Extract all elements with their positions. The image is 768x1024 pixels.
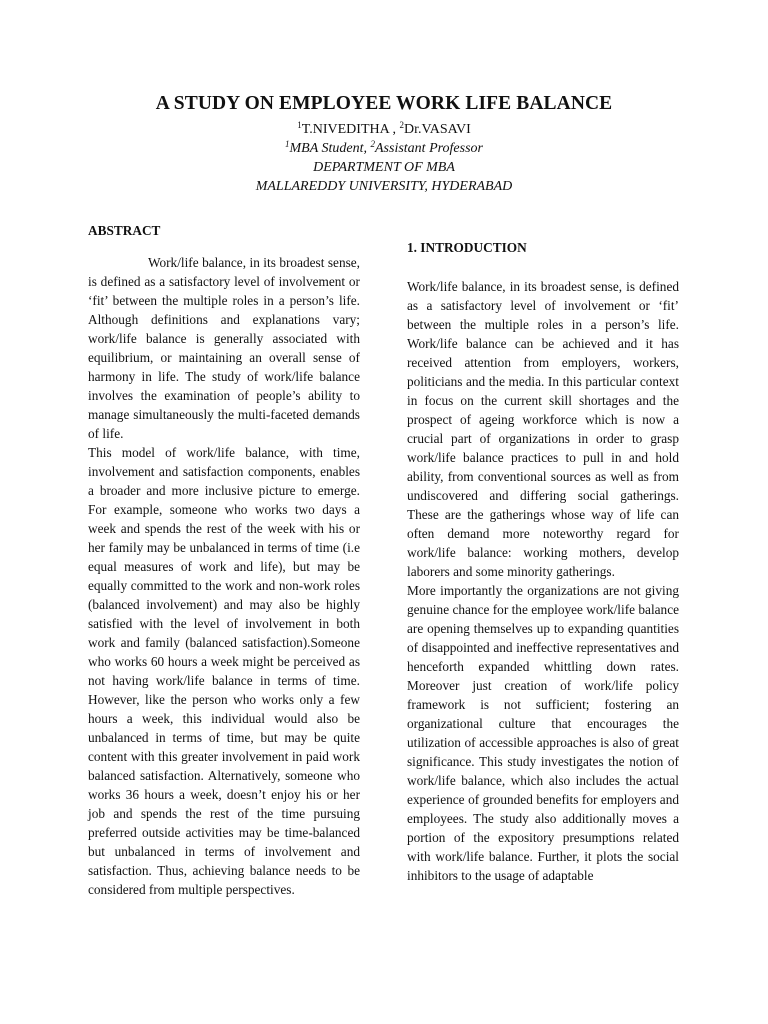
abstract-paragraph-1: Work/life balance, in its broadest sense, is defined as a satisfactory level of involvement or ‘fit’ between the multiple roles in a person’s life. Although definitions and explanations vary; work/life balance is generally associated with equilibrium, or maintaining an overall sense of harmony in life. The study of work/life balance involves the examination of people’s ability to manage simultaneously the multi-faceted demands of life.	[88, 255, 360, 441]
introduction-paragraph-1: Work/life balance, in its broadest sense, is defined as a satisfactory level of involvement or ‘fit’ between the multiple roles in a person’s life. Work/life balance can be achieved and it has received attention from employers, workers, politicians and the media. In this particular context in focus on the current skill shortages and the prospect of ageing workforce which is now a crucial part of organizations in order to grasp work/life balance practices to pull in and hold ability, from conventional sources as well as from undiscovered and differing social gatherings. These are the gatherings whose way of life can often demand more noteworthy regard for work/life balance: working mothers, develop laborers and some minority gatherings.	[407, 279, 679, 579]
abstract-heading: ABSTRACT	[88, 223, 161, 238]
role-2-text: Assistant Professor	[375, 141, 483, 156]
author-1-superscript: 1	[297, 120, 302, 130]
university: MALLAREDDY UNIVERSITY, HYDERABAD	[255, 179, 513, 194]
author-1-name: T.NIVEDITHA ,	[301, 122, 400, 137]
author-2-superscript: 2	[399, 120, 404, 130]
role-1-text: MBA Student,	[289, 141, 371, 156]
introduction-heading: 1. INTRODUCTION	[407, 240, 527, 255]
abstract-column	[88, 221, 360, 899]
abstract-paragraph-2: This model of work/life balance, with time, involvement and satisfaction components, enables a broader and more inclusive picture to emerge. For example, someone who works two days a week and spends the rest of the week with his or her family may be unbalanced in terms of time (i.e equal measures of work and life), but may be equally committed to the work and non-work roles (balanced involvement) and may also be highly satisfied with the level of involvement in both work and family (balanced satisfaction).Someone who works 60 hours a week might be perceived as not having work/life balance in terms of time. However, like the person who works only a few hours a week, this individual would also be unbalanced in terms of time, but may be quite content with this greater involvement in paid work balanced satisfaction. Alternatively, someone who works 36 hours a week, doesn’t enjoy his or her job and spends the rest of the time pursuing preferred outside activities may be time-balanced but unbalanced in terms of involvement and satisfaction. Thus, achieving balance needs to be considered from multiple perspectives.	[88, 445, 360, 897]
author-2-name: Dr.VASAVI	[403, 122, 471, 137]
author-block	[0, 120, 768, 196]
introduction-column	[407, 238, 679, 885]
role-1-superscript: 1	[284, 139, 290, 149]
paper-title: A STUDY ON EMPLOYEE WORK LIFE BALANCE	[155, 93, 613, 114]
author-names	[0, 120, 768, 139]
department: DEPARTMENT OF MBA	[313, 160, 455, 175]
role-2-superscript: 2	[370, 139, 375, 149]
author-roles	[0, 139, 768, 158]
introduction-paragraph-2: More importantly the organizations are not giving genuine chance for the employee work/life balance are opening themselves up to expanding quantities of disappointed and ineffective representatives and henceforth expanded whittling down rates. Moreover just creation of work/life policy framework is not sufficient; fostering an organizational culture that encourages the utilization of accessible approaches is also of great significance. This study investigates the notion of work/life balance, which also includes the actual experience of grounded benefits for employers and employees. The study also additionally moves a portion of the expository presumptions related with work/life balance. Further, it plots the social inhibitors to the usage of adaptable	[407, 583, 679, 883]
